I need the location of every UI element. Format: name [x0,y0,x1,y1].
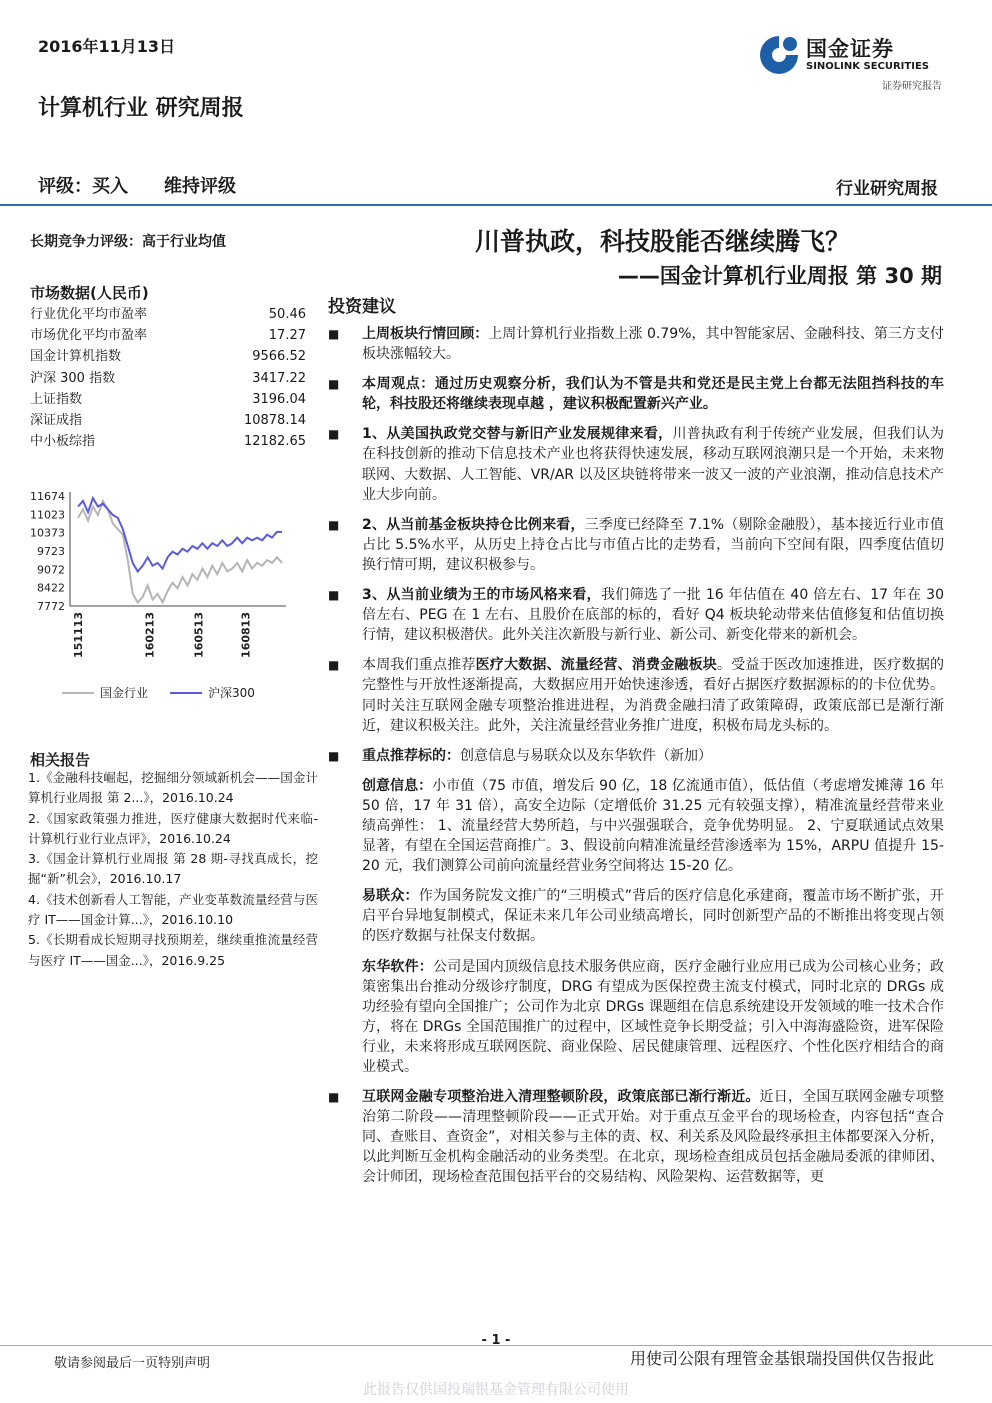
paragraph-lead: 创意信息： [362,777,433,794]
page-number: - 1 - [481,1333,511,1348]
market-row [30,389,306,410]
market-row [30,346,306,367]
report-type: 行业研究周报 [836,179,938,199]
paragraph-text: 我们筛选了一批 16 年估值在 40 倍左右、17 年在 30 倍左右、PEG 在 1 左右、且股价在底部的标的，看好 Q4 板块轮动带来估值修复和估值切换行情，建议积极潜伏。此外关注次新股与新行业、新公司、新变化带来的新机会。 [362,587,944,644]
related-report-item: 2.《国家政策强力推进，医疗健康大数据时代来临-计算机行业行业点评》，2016.10.24 [28,810,318,846]
sinolink-logo [756,30,946,90]
paragraph-text: 通过历史观察分析，我们认为不管是共和党还是民主党上台都无法阻挡科技的车轮，科技股还将继续表现卓越 ，建议积极配置新兴产业。 [362,376,945,413]
market-row [30,368,306,389]
chart-y-tick-label: 9072 [37,563,65,577]
bullet-icon: ■ [328,327,340,341]
rating [38,172,236,198]
paragraph-text: 小市值（75 市值，增发后 90 亿，18 亿流通市值），低估值（考虑增发摊薄 16 年 50 倍，17 年 31 倍），高安全边际（定增低价 31.25 元有较强支撑），精准流量经营带来业绩高弹性： 1、流量经营大势所趋，与中兴强强联合，竞争优势明显。 2、宁夏联通试点效果显著，有望在全国运营商推广。3、假设前向精准流量经营渗透率为 15%，ARPU 值提升 15-20 元，我们测算公司前向流量经营业务空间将达 15-20 亿。 [362,777,945,875]
content-paragraph [328,585,944,645]
market-label: 行业优化平均市盈率 [30,307,148,322]
paragraph-text: 作为国务院发文推广的“三明模式”背后的医疗信息化承建商，覆盖市场不断扩张，开启平台异地复制模式，保证未来几年公司业绩高增长，同时创新型产品的不断推出将变现占领的医疗数据与社保支付数据。 [362,888,944,945]
market-value: 10878.14 [243,412,306,428]
content-paragraph [328,746,944,766]
legend-label: 沪深300 [208,686,255,700]
content-paragraph [328,957,944,1078]
content-paragraph [328,424,944,504]
market-value: 3196.04 [252,391,306,407]
paragraph-lead: 3、从当前业绩为王的市场风格来看， [362,587,601,604]
report-date: 2016年11月13日 [38,37,176,56]
related-report-item: 1.《金融科技崛起，挖掘细分领域新机会——国金计算机行业周报 第 2...》，2016.10.24 [28,770,318,806]
bullet-icon: ■ [328,427,340,442]
bullet-icon: ■ [328,588,340,603]
paragraph-lead: 上周板块行情回顾： [362,326,489,342]
chart-series-line-1 [78,498,282,571]
chart-legend [62,684,277,701]
chart-x-tick-label: 151113 [72,612,85,658]
chart-y-tick-label: 8422 [37,581,65,595]
legend-swatch [62,692,94,694]
paragraph-text: 川普执政有利于传统产业发展，但我们认为在科技创新的推动下信息技术产业也将获得快速发展，移动互联网浪潮只是一个开始，未来物联网、大数据、人工智能、VR/AR 以及区块链将带来一波又一波的产业浪潮，推动信息技术产业大步向前。 [362,426,944,503]
content-paragraph [328,886,944,946]
logo-cn: 国金证券 [806,37,894,61]
main-content [328,324,944,1198]
main-title: 川普执政，科技股能否继续腾飞？ [474,227,850,256]
logo-icon [756,32,802,78]
paragraph-text: 上周计算机行业指数上涨 0.79%，其中智能家居、金融科技、第三方支付板块涨幅较大。 [362,326,944,363]
bullet-icon: ■ [328,377,340,392]
paragraph-emphasis: 医疗大数据、流量经营、消费金融板块 [475,657,718,674]
market-label: 中小板综指 [30,434,96,450]
legend-item [170,684,255,701]
bullet-icon: ■ [328,517,340,532]
related-reports-title: 相关报告 [30,751,91,769]
chart-y-tick-label: 9723 [37,545,65,558]
footer-license: 用使司公限有理管金基银瑞投国供仅告报此 [629,1349,934,1368]
paragraph-text: 。受益于医改加速推进，医疗数据的完整性与开放性逐渐提高，大数据应用开始快速渗透，看好占据医疗数据源标的的卡位优势。同时关注互联网金融专项整治推进进程，为消费金融扫清了政策障碍，政策底部已是渐行渐近，建议积极关注。此外，关注流量经营业务推广进度，积极布局龙头标的。 [362,657,945,734]
paragraph-text: 公司是国内顶级信息技术服务供应商，医疗金融行业应用已成为公司核心业务；政策密集出台推动分级诊疗制度，DRG 有望成为医保控费主流支付模式，同时北京的 DRGs 成功经验有望向全国推广；公司作为北京 DRGs 课题组在信息系统建设开发领域的唯一技术合作方，将在 DRGs 全国范围推广的过程中，区域性竞争长期受益；引入中海海盛险资，进军保险行业，未来将形成互联网医院、商业保险、居民健康管理、远程医疗、个性化医疗相结合的商业模式。 [362,958,944,1075]
market-row [30,431,306,452]
content-paragraph [328,324,944,364]
logo-sub: 证券研究报告 [882,81,942,92]
header-divider [0,204,992,206]
index-line-chart [28,482,292,662]
paragraph-lead: 2、从当前基金板块持仓比例来看， [362,516,585,533]
related-report-item: 4.《技术创新看人工智能，产业变革数流量经营与医疗 IT——国金计算...》，2016.10.10 [28,891,318,928]
chart-y-tick-label: 10373 [30,526,65,540]
legend-item [62,684,148,701]
paragraph-text: 三季度已经降至 7.1%（剔除金融股），基本接近行业市值占比 5.5%水平，从历史上持仓占比与市值占比的走势看，当前向下空间有限，四季度估值切换行情可期，建议积极参与。 [362,516,944,573]
market-data-table [30,304,306,452]
paragraph-lead: 东华软件： [362,958,433,975]
bullet-icon: ■ [328,658,340,673]
legend-swatch [170,692,202,694]
paragraph-lead: 1、从美国执政党交替与新旧产业发展规律来看， [362,426,673,443]
market-value: 3417.22 [252,370,306,386]
sub-title: ——国金计算机行业周报 第 30 期 [617,264,942,288]
market-data-title: 市场数据(人民币) [30,284,149,302]
market-label: 市场优化平均市盈率 [30,328,148,344]
paragraph-text: 近日，全国互联网金融专项整治第二阶段——清理整顿阶段——正式开始。对于重点互金平台的现场检查，内容包括“查合同、查账目、查资金”，对相关参与主体的责、权、利关系及风险最终承担主体都要深入分析，以此判断互金机构金融活动的业务类型。在北京，现场检查组成员包括金融局委派的律师团、会计师团，现场检查范围包括平台的交易结构、风险架构、运营数据等，更 [362,1089,945,1186]
paragraph-lead: 易联众： [362,888,419,905]
chart-x-tick-label: 160513 [192,612,206,658]
bullet-icon: ■ [328,1090,340,1105]
chart-y-tick-label: 11023 [30,508,65,522]
bullet-icon: ■ [328,748,340,763]
market-row [30,304,306,325]
rating-value: 评级：买入 [38,176,128,197]
related-reports-list [28,768,318,971]
content-paragraph [328,776,944,876]
market-label: 深证成指 [30,412,83,428]
paragraph-text: 本周我们重点推荐 [362,657,476,674]
market-row [30,410,306,431]
chart-x-tick-label: 160213 [143,612,157,658]
competitiveness-rating: 长期竞争力评级：高于行业均值 [30,234,226,250]
market-label: 上证指数 [30,391,83,407]
market-value: 9566.52 [252,349,306,365]
market-row [30,325,306,346]
market-label: 国金计算机指数 [30,349,122,365]
chart-y-tick-label: 11674 [30,490,65,503]
industry-title: 计算机行业 研究周报 [38,96,244,121]
paragraph-lead: 本周观点： [362,376,435,393]
market-label: 沪深 300 指数 [30,370,116,386]
section-heading: 投资建议 [328,297,396,317]
logo-en: SINOLINK SECURITIES [806,61,929,72]
rating-note: 维持评级 [164,176,236,197]
content-paragraph [328,1087,944,1187]
market-value: 17.27 [268,328,306,344]
chart-y-tick-label: 7772 [37,600,65,613]
paragraph-text: 创意信息与易联众以及东华软件（新加） [460,747,712,764]
footer-disclaimer: 敬请参阅最后一页特别声明 [54,1356,211,1371]
content-paragraph [328,374,944,414]
market-value: 12182.65 [243,434,306,450]
content-paragraph [328,515,944,575]
legend-label: 国金行业 [100,686,149,700]
related-report-item: 5.《长期看成长短期寻找预期差，继续重推流量经营与医疗 IT——国金...》，2016.9.25 [28,932,318,968]
paragraph-lead: 重点推荐标的： [362,747,460,764]
related-report-item: 3.《国金计算机行业周报 第 28 期-寻找真成长，挖掘“新”机会》，2016.10.17 [28,851,318,887]
market-value: 50.46 [268,307,306,322]
watermark: 此报告仅供国投瑞银基金管理有限公司使用 [363,1382,629,1398]
content-paragraph [328,655,944,735]
chart-x-tick-label: 160813 [239,612,253,658]
paragraph-lead: 互联网金融专项整治进入清理整顿阶段，政策底部已渐行渐近。 [362,1089,760,1106]
